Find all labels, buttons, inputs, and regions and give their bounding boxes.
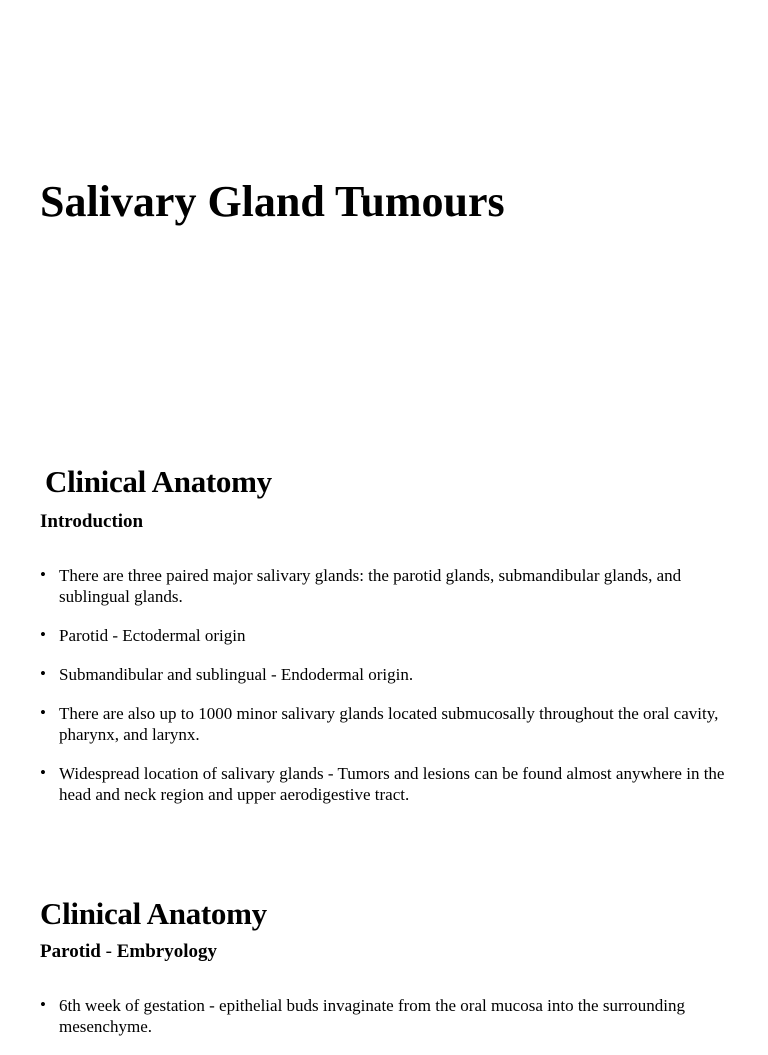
- section-heading: Clinical Anatomy: [40, 896, 267, 931]
- list-item-text: Submandibular and sublingual - Endodermal origin.: [59, 665, 414, 684]
- section-subheading: [40, 940, 730, 964]
- list-item-text: Widespread location of salivary glands - Tumors and lesions can be found almost anywhere in the head and neck region and upper aerodigestive tract.: [59, 764, 725, 804]
- subheading-part: Embryology: [116, 941, 217, 962]
- bullet-icon: •: [40, 763, 46, 782]
- subheading-separator: -: [100, 941, 117, 962]
- list-item: [40, 565, 730, 607]
- bullet-icon: •: [40, 703, 46, 722]
- document-title: Salivary Gland Tumours: [40, 177, 505, 226]
- list-item: [40, 625, 730, 646]
- section-clinical-anatomy-parotid: [40, 894, 730, 1055]
- bullet-list: [40, 565, 730, 805]
- list-item-text: There are also up to 1000 minor salivary glands located submucosally throughout the oral cavity, pharynx, and larynx.: [59, 704, 719, 744]
- list-item-text: Parotid - Ectodermal origin: [59, 626, 246, 645]
- list-item: [40, 703, 730, 745]
- list-item: [40, 763, 730, 805]
- bullet-icon: •: [40, 664, 46, 683]
- bullet-icon: •: [40, 995, 46, 1014]
- bullet-icon: •: [40, 625, 46, 644]
- list-item-text: There are three paired major salivary glands: the parotid glands, submandibular glands, and sublingual glands.: [59, 566, 682, 606]
- section-subheading: Introduction: [40, 511, 144, 532]
- list-item: [40, 664, 730, 685]
- bullet-icon: •: [40, 565, 46, 584]
- section-heading: Clinical Anatomy: [45, 464, 272, 499]
- bullet-list: [40, 995, 730, 1037]
- list-item: [40, 995, 730, 1037]
- list-item-text: 6th week of gestation - epithelial buds invaginate from the oral mucosa into the surrounding mesenchyme.: [59, 996, 686, 1036]
- section-clinical-anatomy-introduction: [40, 462, 730, 823]
- subheading-part: Parotid: [40, 941, 101, 962]
